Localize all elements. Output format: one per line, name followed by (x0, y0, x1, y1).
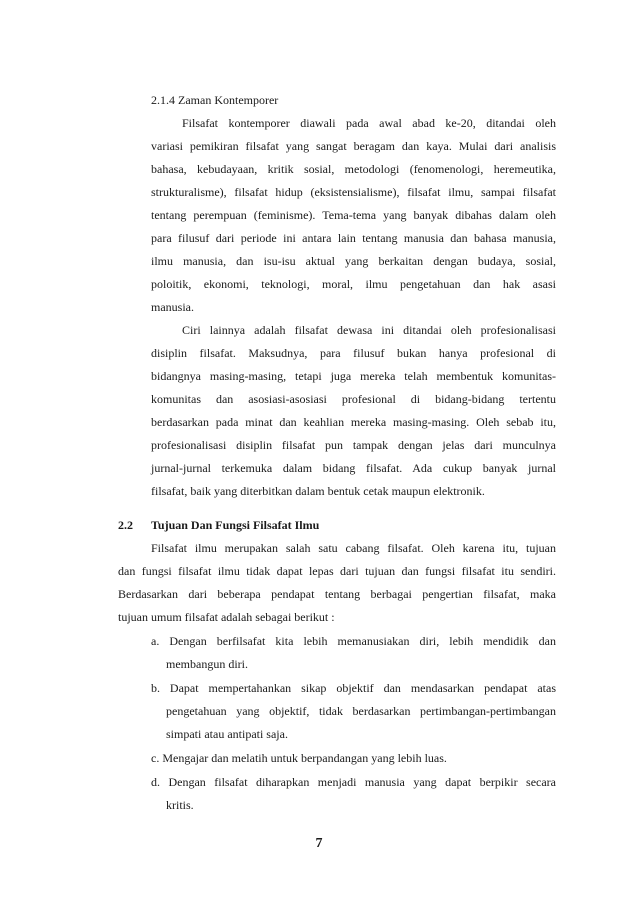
paragraph-line: ilmu manusia, dan isu-isu aktual yang berkaitan dengan budaya, sosial, (151, 254, 556, 268)
paragraph-line: profesionalisasi disiplin filsafat pun tampak dengan jelas dari munculnya (151, 438, 556, 452)
paragraph-line: poloitik, ekonomi, teknologi, moral, ilmu pengetahuan dan hak asasi (151, 277, 556, 291)
paragraph-line: Filsafat kontemporer diawali pada awal abad ke-20, ditandai oleh (182, 116, 556, 130)
paragraph-line: jurnal-jurnal terkemuka dalam bidang filsafat. Ada cukup banyak jurnal (151, 461, 556, 475)
page-number: 7 (315, 836, 323, 851)
paragraph-line: Ciri lainnya adalah filsafat dewasa ini ditandai oleh profesionalisasi (182, 323, 556, 337)
subsection-heading: 2.1.4 Zaman Kontemporer (151, 93, 279, 107)
paragraph-line: tujuan umum filsafat adalah sebagai berikut : (118, 610, 335, 624)
paragraph-line: para filusuf dari periode ini antara lain tentang manusia dan bahasa manusia, (151, 231, 556, 245)
paragraph-line: filsafat, baik yang diterbitkan dalam bentuk cetak maupun elektronik. (151, 484, 485, 498)
list-item: b. Dapat mempertahankan sikap objektif dan mendasarkan pendapat atas (151, 681, 556, 695)
paragraph-line: bahasa, kebudayaan, kritik sosial, metodologi (fenomenologi, heremeutika, (151, 162, 556, 176)
paragraph-line: Berdasarkan dari beberapa pendapat tentang berbagai pengertian filsafat, maka (118, 587, 556, 601)
paragraph-line: variasi pemikiran filsafat yang sangat beragam dan kaya. Mulai dari analisis (151, 139, 556, 153)
list-item: a. Dengan berfilsafat kita lebih memanusiakan diri, lebih mendidik dan (151, 634, 556, 648)
list-item-continuation: simpati atau antipati saja. (166, 727, 288, 741)
paragraph-line: tentang perempuan (feminisme). Tema-tema yang banyak dibahas dalam oleh (151, 208, 556, 222)
list-item-continuation: kritis. (166, 798, 194, 812)
paragraph-line: bidangnya masing-masing, tetapi juga mereka telah membentuk komunitas- (151, 369, 556, 383)
section-number: 2.2 (118, 518, 133, 532)
section-heading: Tujuan Dan Fungsi Filsafat Ilmu (151, 518, 320, 532)
list-item: c. Mengajar dan melatih untuk berpandangan yang lebih luas. (151, 751, 447, 765)
paragraph-line: manusia. (151, 300, 194, 314)
paragraph-line: Filsafat ilmu merupakan salah satu cabang filsafat. Oleh karena itu, tujuan (151, 541, 556, 555)
list-item-continuation: pengetahuan yang objektif, tidak berdasarkan pertimbangan-pertimbangan (166, 704, 556, 718)
paragraph-line: strukturalisme), filsafat hidup (eksistensialisme), filsafat ilmu, sampai filsafat (151, 185, 556, 199)
list-item: d. Dengan filsafat diharapkan menjadi manusia yang dapat berpikir secara (151, 775, 556, 789)
paragraph-line: komunitas dan asosiasi-asosiasi profesional di bidang-bidang tertentu (151, 392, 556, 406)
list-item-continuation: membangun diri. (166, 657, 248, 671)
paragraph-line: berdasarkan pada minat dan keahlian mereka masing-masing. Oleh sebab itu, (151, 415, 556, 429)
paragraph-line: disiplin filsafat. Maksudnya, para filusuf bukan hanya profesional di (151, 346, 556, 360)
paragraph-line: dan fungsi filsafat ilmu tidak dapat lepas dari tujuan dan fungsi filsafat itu sendiri. (118, 564, 556, 578)
